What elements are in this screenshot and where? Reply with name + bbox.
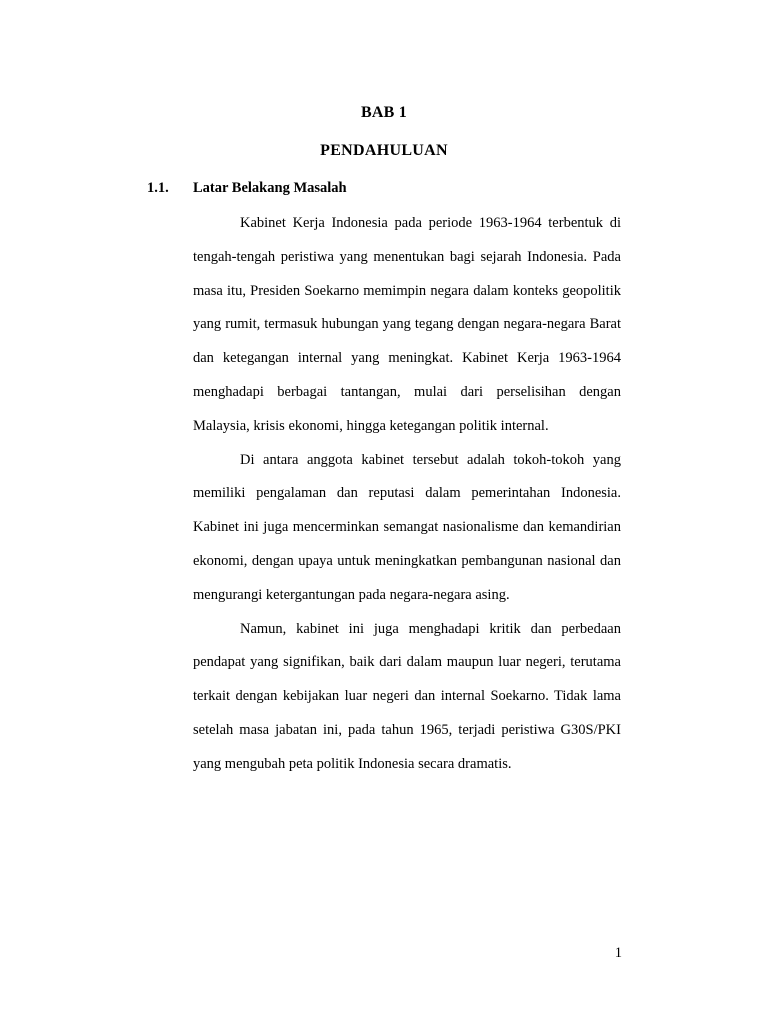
paragraph-2: Di antara anggota kabinet tersebut adalah tokoh-tokoh yang memiliki pengalaman dan reputasi dalam pemerintahan Indonesia. Kabinet ini juga mencerminkan semangat nasionalisme dan kemandirian ekonomi, dengan upaya untuk meningkatkan pembangunan nasional dan mengurangi ketergantungan pada negara-negara asing. bbox=[193, 451, 621, 603]
paragraph-1: Kabinet Kerja Indonesia pada periode 1963-1964 terbentuk di tengah-tengah peristiwa yang menentukan bagi sejarah Indonesia. Pada masa itu, Presiden Soekarno memimpin negara dalam konteks geopolitik yang rumit, termasuk hubungan yang tegang dengan negara-negara Barat dan ketegangan internal yang meningkat. Kabinet Kerja 1963-1964 menghadapi berbagai tantangan, mulai dari perselisihan dengan Malaysia, krisis ekonomi, hingga ketegangan politik internal. bbox=[193, 215, 621, 434]
section-heading bbox=[147, 180, 347, 197]
section-title: Latar Belakang Masalah bbox=[193, 180, 347, 196]
body-text bbox=[193, 207, 621, 782]
page-number: 1 bbox=[614, 945, 622, 961]
section-number: 1.1. bbox=[147, 180, 169, 196]
paragraph-3: Namun, kabinet ini juga menghadapi kritik dan perbedaan pendapat yang signifikan, baik dari dalam maupun luar negeri, terutama terkait dengan kebijakan luar negeri dan internal Soekarno. Tidak lama setelah masa jabatan ini, pada tahun 1965, terjadi peristiwa G30S/PKI yang mengubah peta politik Indonesia secara dramatis. bbox=[193, 620, 621, 772]
chapter-title: PENDAHULUAN bbox=[320, 142, 448, 159]
chapter-number: BAB 1 bbox=[361, 104, 407, 121]
